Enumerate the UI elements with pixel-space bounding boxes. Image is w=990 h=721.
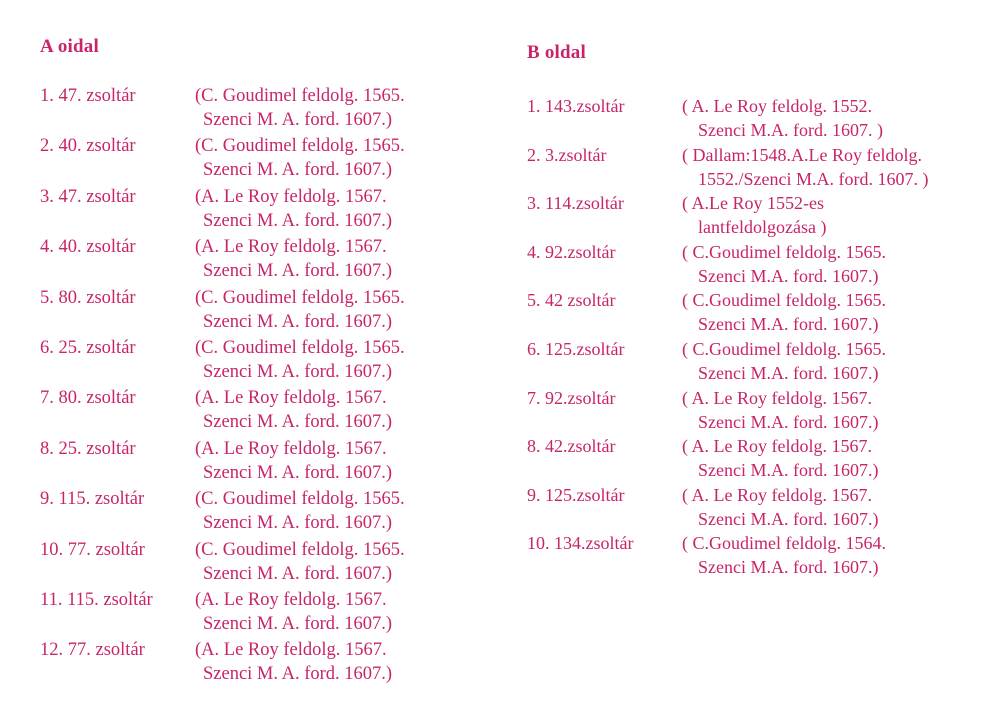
track-number: 2. 40. zsoltár <box>40 136 136 157</box>
side-b-list <box>527 94 982 580</box>
track-source <box>195 437 392 485</box>
track-source <box>682 386 878 434</box>
list-item <box>527 531 982 580</box>
track-source <box>195 286 405 334</box>
track-source <box>195 487 405 535</box>
track-source <box>195 386 392 434</box>
source-line-2: Szenci M. A. ford. 1607.) <box>203 412 393 433</box>
source-line-2: Szenci M.A. ford. 1607.) <box>698 508 879 529</box>
track-source <box>195 134 405 182</box>
list-item <box>40 84 490 134</box>
track-source <box>682 434 878 482</box>
track-number: 2. 3.zsoltár <box>527 144 607 165</box>
source-line-2: Szenci M. A. ford. 1607.) <box>203 513 393 534</box>
list-item <box>527 191 982 240</box>
track-number: 1. 47. zsoltár <box>40 86 136 106</box>
track-source <box>682 483 878 531</box>
source-line-1: (A. Le Roy feldolg. 1567. <box>195 388 387 409</box>
track-source <box>195 538 405 586</box>
track-number: 9. 125.zsoltár <box>527 484 625 505</box>
source-line-2: Szenci M. A. ford. 1607.) <box>203 311 393 332</box>
list-item <box>40 588 490 638</box>
source-line-1: (C. Goudimel feldolg. 1565. <box>195 337 405 358</box>
source-line-1: (C. Goudimel feldolg. 1565. <box>195 136 405 157</box>
source-line-2: Szenci M.A. ford. 1607.) <box>698 411 879 432</box>
source-line-2: Szenci M.A. ford. 1607.) <box>698 460 879 481</box>
source-line-1: (C. Goudimel feldolg. 1565. <box>195 539 405 560</box>
source-line-2: Szenci M. A. ford. 1607.) <box>203 361 393 382</box>
side-a-heading: A oidal <box>40 36 99 57</box>
source-line-2: Szenci M.A. ford. 1607.) <box>698 265 879 286</box>
side-a-column <box>40 36 490 689</box>
source-line-1: (A. Le Roy feldolg. 1567. <box>195 438 387 459</box>
track-number: 8. 42.zsoltár <box>527 436 616 457</box>
track-number: 10. 134.zsoltár <box>527 533 634 554</box>
side-b-heading: B oldal <box>527 42 586 63</box>
track-number: 5. 80. zsoltár <box>40 287 136 308</box>
track-number: 7. 92.zsoltár <box>527 387 616 408</box>
source-line-2: Szenci M. A. ford. 1607.) <box>203 613 393 634</box>
source-line-2: Szenci M.A. ford. 1607. ) <box>698 120 883 140</box>
list-item <box>527 434 982 483</box>
source-line-2: Szenci M.A. ford. 1607.) <box>698 557 879 578</box>
track-source <box>195 588 392 636</box>
track-number: 7. 80. zsoltár <box>40 388 136 409</box>
source-line-2: Szenci M. A. ford. 1607.) <box>203 563 393 584</box>
track-number: 6. 25. zsoltár <box>40 337 136 358</box>
track-source <box>195 185 392 233</box>
track-number: 3. 47. zsoltár <box>40 186 136 207</box>
list-item <box>40 235 490 285</box>
source-line-1: ( C.Goudimel feldolg. 1565. <box>682 241 886 262</box>
source-line-1: (A. Le Roy feldolg. 1567. <box>195 237 387 258</box>
list-item <box>527 288 982 337</box>
source-line-1: ( C.Goudimel feldolg. 1565. <box>682 338 886 359</box>
source-line-2: Szenci M. A. ford. 1607.) <box>203 160 393 181</box>
track-number: 12. 77. zsoltár <box>40 640 145 661</box>
source-line-1: ( Dallam:1548.A.Le Roy feldolg. <box>682 144 922 165</box>
list-item <box>40 336 490 386</box>
source-line-2: Szenci M. A. ford. 1607.) <box>203 261 393 282</box>
track-source <box>682 288 886 336</box>
source-line-1: ( C.Goudimel feldolg. 1565. <box>682 290 886 311</box>
list-item <box>40 538 490 588</box>
track-source <box>682 191 826 239</box>
track-number: 5. 42 zsoltár <box>527 290 616 311</box>
track-number: 4. 92.zsoltár <box>527 241 616 262</box>
track-source <box>195 84 405 132</box>
track-source <box>195 638 392 686</box>
source-line-1: ( A.Le Roy 1552-es <box>682 193 824 214</box>
track-source <box>682 337 886 385</box>
track-number: 11. 115. zsoltár <box>40 589 153 610</box>
track-number: 6. 125.zsoltár <box>527 338 625 359</box>
source-line-1: (C. Goudimel feldolg. 1565. <box>195 86 405 106</box>
list-item <box>40 386 490 436</box>
list-item <box>527 240 982 289</box>
track-number: 9. 115. zsoltár <box>40 489 145 510</box>
track-number: 8. 25. zsoltár <box>40 438 136 459</box>
list-item <box>527 483 982 532</box>
source-line-1: ( A. Le Roy feldolg. 1567. <box>682 387 872 408</box>
source-line-2: lantfeldolgozása ) <box>698 217 827 238</box>
track-number: 4. 40. zsoltár <box>40 237 136 258</box>
track-source <box>682 531 886 579</box>
list-item <box>527 143 982 192</box>
track-number: 10. 77. zsoltár <box>40 539 145 560</box>
list-item <box>40 638 490 688</box>
list-item <box>527 337 982 386</box>
track-number: 3. 114.zsoltár <box>527 193 624 214</box>
source-line-1: (A. Le Roy feldolg. 1567. <box>195 186 387 207</box>
list-item <box>527 386 982 435</box>
source-line-1: ( A. Le Roy feldolg. 1552. <box>682 96 872 116</box>
source-line-2: Szenci M. A. ford. 1607.) <box>203 664 393 685</box>
source-line-1: (A. Le Roy feldolg. 1567. <box>195 589 387 610</box>
source-line-2: Szenci M.A. ford. 1607.) <box>698 362 879 383</box>
source-line-2: Szenci M. A. ford. 1607.) <box>203 110 393 130</box>
source-line-1: ( C.Goudimel feldolg. 1564. <box>682 533 886 554</box>
track-source <box>195 235 392 283</box>
list-item <box>40 286 490 336</box>
source-line-2: 1552./Szenci M.A. ford. 1607. ) <box>698 168 929 189</box>
source-line-2: Szenci M.A. ford. 1607.) <box>698 314 879 335</box>
source-line-1: (A. Le Roy feldolg. 1567. <box>195 640 387 661</box>
track-source <box>195 336 405 384</box>
list-item <box>40 185 490 235</box>
source-line-1: ( A. Le Roy feldolg. 1567. <box>682 436 872 457</box>
source-line-2: Szenci M. A. ford. 1607.) <box>203 462 393 483</box>
track-source <box>682 240 886 288</box>
list-item <box>40 134 490 184</box>
list-item <box>40 487 490 537</box>
side-b-column <box>527 42 982 580</box>
side-a-list <box>40 84 490 689</box>
track-source <box>682 143 928 191</box>
track-number: 1. 143.zsoltár <box>527 96 625 116</box>
source-line-2: Szenci M. A. ford. 1607.) <box>203 210 393 231</box>
list-item <box>40 437 490 487</box>
source-line-1: ( A. Le Roy feldolg. 1567. <box>682 484 872 505</box>
source-line-1: (C. Goudimel feldolg. 1565. <box>195 489 405 510</box>
source-line-1: (C. Goudimel feldolg. 1565. <box>195 287 405 308</box>
track-source <box>682 94 883 142</box>
list-item <box>527 94 982 143</box>
